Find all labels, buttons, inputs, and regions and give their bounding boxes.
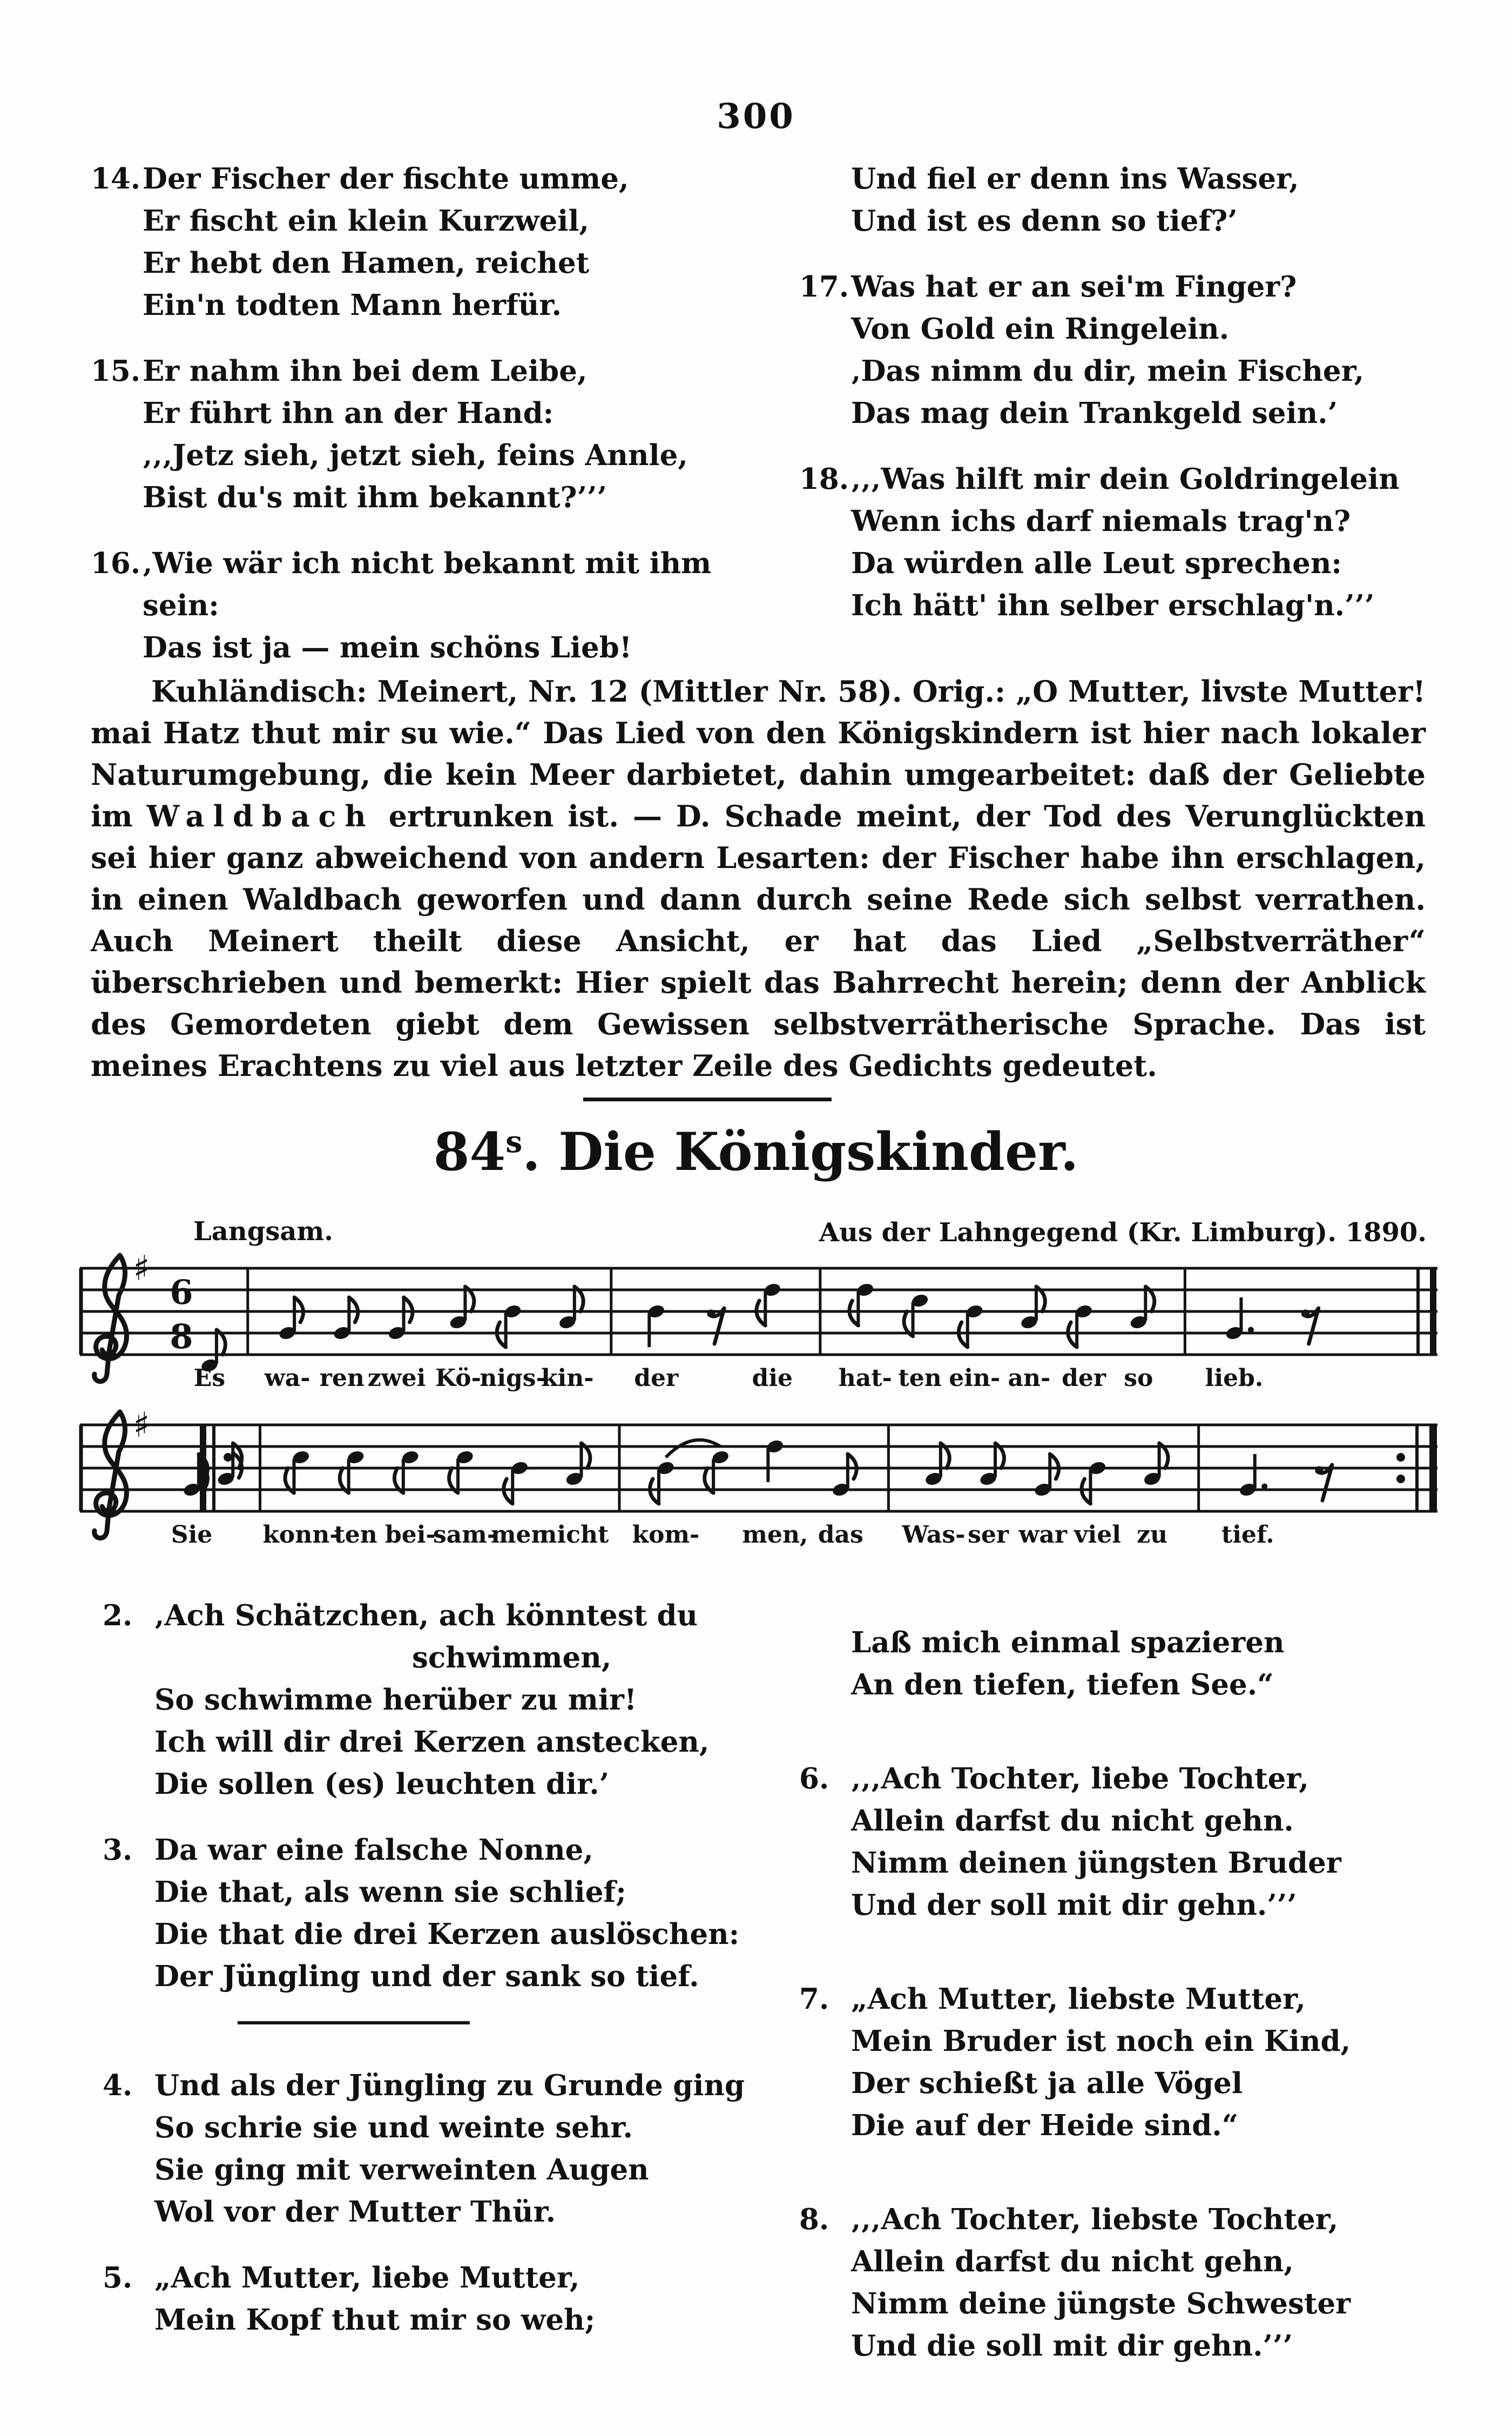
lyric-syllable: kom- bbox=[632, 1521, 700, 1549]
lyric-syllable: nigs- bbox=[480, 1364, 546, 1392]
verse-line: Von Gold ein Ringelein. bbox=[851, 312, 1230, 346]
verse-number: 3. bbox=[103, 1833, 133, 1867]
verse-line: „Ach Mutter, liebe Mutter, bbox=[154, 2261, 580, 2294]
verse-block bbox=[103, 1594, 783, 1805]
treble-clef-icon bbox=[94, 1255, 127, 1382]
verse-line: Wenn ichs darf niemals trag'n? bbox=[851, 504, 1351, 538]
page-number: 300 bbox=[717, 96, 795, 137]
augmentation-dot bbox=[1248, 1327, 1254, 1333]
lyric-syllable: der bbox=[1062, 1364, 1106, 1392]
verse-divider-rule bbox=[238, 2021, 470, 2024]
verse-line: schwimmen, bbox=[154, 1641, 612, 1674]
commentary-paragraph bbox=[91, 671, 1426, 1087]
verse-line: Und als der Jüngling zu Grunde ging bbox=[154, 2069, 745, 2102]
lyric-syllable: lieb. bbox=[1205, 1364, 1264, 1392]
song-source-caption: Aus der Lahngegend (Kr. Limburg). 1890. bbox=[819, 1217, 1427, 1248]
verse-block bbox=[91, 350, 766, 519]
verse-line: Allein darfst du nicht gehn. bbox=[851, 1804, 1294, 1838]
repeat-dot bbox=[1396, 1453, 1405, 1462]
slur bbox=[666, 1440, 720, 1457]
key-signature-sharp: ♯ bbox=[133, 1405, 150, 1445]
verse-line: Und die soll mit dir gehn.’’’ bbox=[851, 2329, 1293, 2363]
verse-line: Der Jüngling und der sank so tief. bbox=[154, 1960, 699, 1993]
lyric-syllable: ten bbox=[898, 1364, 942, 1392]
verse-number: 8. bbox=[799, 2203, 829, 2236]
verse-line: Nimm deine jüngste Schwester bbox=[851, 2287, 1351, 2320]
lyric-syllable: wa- bbox=[264, 1364, 310, 1392]
verse-line: Mein Kopf thut mir so weh; bbox=[154, 2303, 596, 2337]
verse-line: So schwimme herüber zu mir! bbox=[154, 1683, 637, 1717]
verse-line: ‚‚‚Ach Tochter, liebste Tochter, bbox=[851, 2203, 1339, 2236]
verse-line: Die sollen (es) leuchten dir.’ bbox=[154, 1767, 610, 1801]
verse-block bbox=[799, 1978, 1474, 2146]
commentary-text: Kuhländisch: Meinert, Nr. 12 (Mittler Nr. 58). Orig.: „O Mutter, livste Mutter! mai Hatz thut mir su wie.“ Das Lied von den Königskindern ist hier nach lokaler Naturumgebung, die kein Meer darbietet, dahin umgearbeitet: daß der Geliebte im bbox=[91, 674, 1426, 833]
song-number-superscript: s bbox=[505, 1124, 523, 1159]
verse-line: Ich will dir drei Kerzen anstecken, bbox=[154, 1725, 710, 1759]
verse-line: Er fischt ein klein Kurzweil, bbox=[143, 204, 589, 238]
lyric-syllable: ren bbox=[319, 1364, 364, 1392]
verse-block bbox=[799, 1758, 1474, 1926]
lyric-syllable: das bbox=[818, 1521, 863, 1549]
verse-line: Die that die drei Kerzen auslöschen: bbox=[154, 1917, 740, 1951]
verse-line: Was hat er an sei'm Finger? bbox=[851, 270, 1297, 304]
lyric-syllable: der bbox=[634, 1364, 679, 1392]
verse-number: 2. bbox=[103, 1599, 133, 1632]
lyric-syllable: hat- bbox=[838, 1364, 892, 1392]
verse-line: Die that, als wenn sie schlief; bbox=[154, 1875, 626, 1909]
verse-line: „Ach Mutter, liebste Mutter, bbox=[851, 1982, 1306, 2016]
time-signature-numerator: 6 bbox=[170, 1273, 193, 1312]
verse-line: Allein darfst du nicht gehn, bbox=[851, 2245, 1294, 2278]
verse-line: Mein Bruder ist noch ein Kind, bbox=[851, 2024, 1351, 2058]
lyric-syllable: men bbox=[490, 1521, 549, 1549]
verse-number: 6. bbox=[799, 1762, 829, 1795]
augmentation-dot bbox=[1261, 1484, 1267, 1490]
verse-block bbox=[799, 1621, 1474, 1706]
verse-number: 7. bbox=[799, 1982, 829, 2016]
lyric-syllable: ten bbox=[334, 1521, 377, 1549]
verse-line: ‚‚‚Ach Tochter, liebe Tochter, bbox=[851, 1762, 1309, 1795]
lyric-syllable: an- bbox=[1008, 1364, 1051, 1392]
lyric-syllable: ein- bbox=[949, 1364, 1001, 1392]
verse-line: Nimm deinen jüngsten Bruder bbox=[851, 1846, 1341, 1880]
verse-line: Da war eine falsche Nonne, bbox=[154, 1833, 593, 1867]
verse-block bbox=[103, 2257, 783, 2341]
verse-block bbox=[91, 542, 766, 669]
commentary-text: ertrunken ist. — D. Schade meint, der Tod des Verunglückten sei hier ganz abweichend von andern Lesarten: der Fischer habe ihn erschlagen, in einen Waldbach geworfen und dann durch seine Rede sich selbst verrathen. Auch Meinert theilt diese Ansicht, er hat das Lied „Selbstverräther“ überschrieben und bemerkt: Hier spielt das Bahrrecht herein; denn der Anblick des Gemordeten giebt dem Gewissen selbstverrätherische Sprache. Das ist meines Erachtens zu viel aus letzter Zeile des Gedichts gedeutet. bbox=[91, 799, 1426, 1083]
verse-line: Und der soll mit dir gehn.’’’ bbox=[851, 1888, 1297, 1922]
verse-line: Laß mich einmal spazieren bbox=[851, 1626, 1285, 1659]
lyric-syllable: Sie bbox=[171, 1521, 213, 1549]
lyric-syllable: viel bbox=[1074, 1521, 1121, 1549]
song-title bbox=[0, 1121, 1512, 1182]
commentary-emphasized-word: Waldbach bbox=[146, 799, 375, 833]
verse-line: Bist du's mit ihm bekannt?’’’ bbox=[143, 481, 607, 514]
music-staff-2 bbox=[76, 1403, 1442, 1565]
song-title-text: . Die Königskinder. bbox=[522, 1121, 1079, 1182]
verse-block bbox=[799, 2198, 1474, 2367]
lyric-syllable: sam- bbox=[433, 1521, 497, 1549]
verse-line: ‚‚‚Jetz sieh, jetzt sieh, feins Annle, bbox=[143, 439, 688, 472]
verse-line: Das ist ja — mein schöns Lieb! bbox=[143, 631, 632, 664]
lyric-syllable: konn- bbox=[262, 1521, 340, 1549]
lyric-syllable: ser bbox=[968, 1521, 1009, 1549]
lyric-syllable: die bbox=[752, 1364, 793, 1392]
lyric-syllable: men, bbox=[742, 1521, 808, 1549]
lyric-syllable: nicht bbox=[539, 1521, 609, 1549]
verse-block bbox=[91, 158, 766, 326]
verse-line: Ich hätt' ihn selber erschlag'n.’’’ bbox=[851, 589, 1375, 622]
verse-line: Da würden alle Leut sprechen: bbox=[851, 547, 1342, 580]
lyric-syllable: war bbox=[1018, 1521, 1068, 1549]
verse-line: Die auf der Heide sind.“ bbox=[851, 2109, 1239, 2142]
tempo-marking: Langsam. bbox=[193, 1216, 333, 1247]
verse-number: 14. bbox=[91, 162, 141, 196]
verse-block bbox=[103, 1829, 783, 1997]
verse-block bbox=[799, 458, 1458, 627]
song-number: 84 bbox=[433, 1121, 506, 1182]
music-staff-1 bbox=[76, 1247, 1442, 1409]
verse-column-left-top bbox=[91, 158, 766, 692]
verse-line: ‚‚‚Was hilft mir dein Goldringelein bbox=[851, 462, 1400, 496]
verse-column-left-bottom bbox=[103, 1594, 783, 2365]
verse-column-right-top bbox=[799, 158, 1458, 650]
time-signature-denominator: 8 bbox=[170, 1317, 193, 1356]
treble-clef-icon bbox=[94, 1412, 127, 1538]
verse-block bbox=[799, 158, 1458, 242]
verse-block bbox=[103, 2064, 783, 2233]
verse-line: An den tiefen, tiefen See.“ bbox=[851, 1668, 1274, 1701]
verse-number: 4. bbox=[103, 2069, 133, 2102]
lyric-syllable: Kö- bbox=[435, 1364, 481, 1392]
lyric-syllable: bei- bbox=[384, 1521, 436, 1549]
verse-number: 5. bbox=[103, 2261, 133, 2294]
repeat-dot bbox=[1396, 1475, 1405, 1483]
lyric-syllable: Was- bbox=[902, 1521, 966, 1549]
verse-number: 16. bbox=[91, 547, 141, 580]
verse-line: Wol vor der Mutter Thür. bbox=[154, 2195, 556, 2229]
verse-line: Ein'n todten Mann herfür. bbox=[143, 288, 562, 322]
verse-number: 18. bbox=[799, 462, 849, 496]
verse-line: Sie ging mit verweinten Augen bbox=[154, 2153, 649, 2186]
repeat-dot bbox=[224, 1453, 232, 1462]
key-signature-sharp: ♯ bbox=[133, 1249, 150, 1289]
verse-line: Das mag dein Trankgeld sein.’ bbox=[851, 396, 1338, 430]
verse-number: 17. bbox=[799, 270, 849, 304]
verse-line: So schrie sie und weinte sehr. bbox=[154, 2111, 633, 2144]
lyric-syllable: zwei bbox=[367, 1364, 426, 1392]
lyric-syllable: so bbox=[1124, 1364, 1153, 1392]
section-divider-rule bbox=[583, 1098, 832, 1101]
verse-line: Der schießt ja alle Vögel bbox=[851, 2067, 1243, 2100]
verse-block bbox=[799, 266, 1458, 434]
verse-line: Und ist es denn so tief?’ bbox=[851, 204, 1238, 238]
verse-line: ‚Ach Schätzchen, ach könntest du bbox=[154, 1599, 698, 1632]
verse-column-right-bottom bbox=[799, 1621, 1474, 2419]
lyric-syllable: tief. bbox=[1221, 1521, 1274, 1549]
verse-number: 15. bbox=[91, 354, 141, 388]
verse-line: Er hebt den Hamen, reichet bbox=[143, 246, 590, 280]
lyric-syllable: Es bbox=[193, 1364, 226, 1392]
verse-line: Und fiel er denn ins Wasser, bbox=[851, 162, 1299, 196]
verse-line: Er nahm ihn bei dem Leibe, bbox=[143, 354, 588, 388]
lyric-syllable: kin- bbox=[541, 1364, 594, 1392]
lyric-syllable: zu bbox=[1137, 1521, 1168, 1549]
verse-line: ‚Das nimm du dir, mein Fischer, bbox=[851, 354, 1365, 388]
verse-line: ‚Wie wär ich nicht bekannt mit ihm sein: bbox=[143, 547, 721, 622]
verse-line: Der Fischer der fischte umme, bbox=[143, 162, 629, 196]
verse-line: Er führt ihn an der Hand: bbox=[143, 396, 554, 430]
